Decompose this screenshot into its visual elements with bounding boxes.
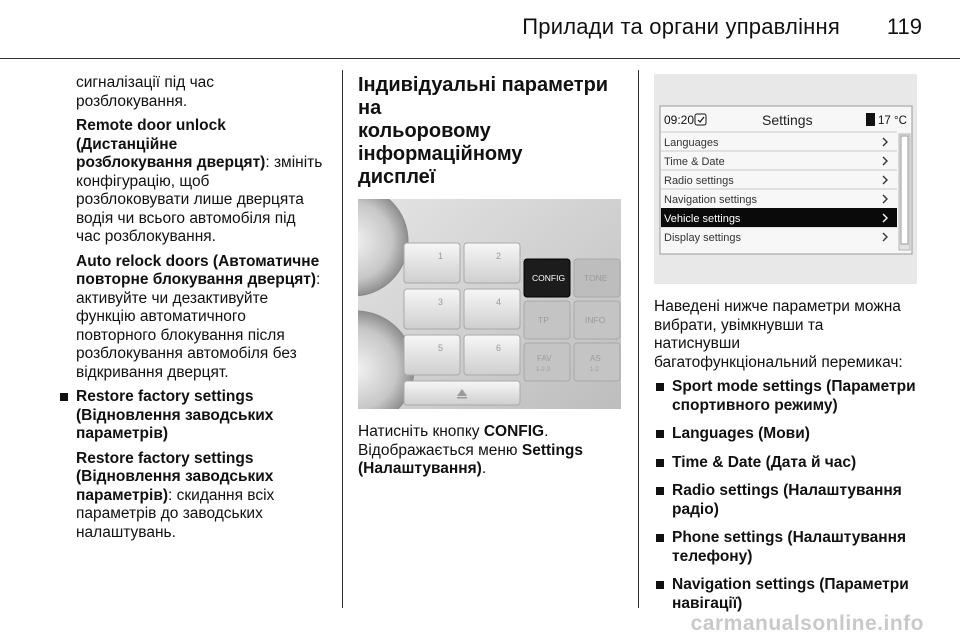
photo-caption: Натисніть кнопку CONFIG. Відображається меню Settings (Налаштування).: [358, 423, 584, 477]
restore-detail-paragraph: Restore factory settings (Відновлення заводських параметрів): скидання всіх параметрів до заводських налаштувань.: [76, 449, 275, 541]
auto-relock-paragraph: Auto relock doors (Автоматичне повторне блокування дверцят): активуйте чи дезактивуйте функцію автоматичного повторного блокування після розблокування автомобіля без відкривання дверцят.: [76, 252, 321, 381]
preset-button-1: [404, 243, 460, 283]
column-divider-left: [342, 70, 343, 608]
btn-label-tone: TONE: [584, 273, 608, 283]
thermometer-icon: [866, 113, 875, 126]
watermark-url: carmanualsonline.info: [690, 612, 924, 635]
settings-screen-image: [654, 74, 917, 284]
bullet-radio: Radio settings (Налаштування радіо): [654, 482, 924, 519]
page-header-title: Прилади та органи управління: [522, 14, 840, 39]
btn-label-info: INFO: [585, 315, 606, 325]
btn-label-1: 1: [438, 251, 444, 261]
btn-label-5: 5: [438, 343, 444, 353]
page-number: 119: [886, 14, 922, 39]
screen-title: Settings: [762, 112, 813, 128]
middle-column: [358, 74, 624, 485]
preset-button-2: [464, 243, 520, 283]
restore-bullet: Restore factory settings (Відновлення заводських параметрів): [58, 388, 328, 444]
remote-unlock-paragraph: Remote door unlock (Дистанційне розблокування дверцят): змініть конфігурацію, щоб розблоковувати лише дверцята водія чи всього автомобіля під час розблокування.: [76, 117, 323, 245]
preset-button-4: [464, 289, 520, 329]
bullet-square-icon: [656, 487, 664, 495]
clock-face-icon: [695, 114, 706, 125]
screen-item-radio: Radio settings: [664, 175, 734, 187]
bullet-time-date: Time & Date (Дата й час): [654, 454, 924, 473]
intro-paragraph: Наведені нижче параметри можна вибрати, увімкнувши та натиснувши багатофункціональний перемикач:: [654, 298, 903, 371]
bullet-languages: Languages (Мови): [654, 425, 924, 444]
screen-item-time-date: Time & Date: [664, 156, 725, 168]
btn-label-fav: FAV: [537, 354, 552, 363]
bullet-square-icon: [656, 383, 664, 391]
bullet-phone: Phone settings (Налаштування телефону): [654, 529, 924, 566]
btn-label-fav-sub: 1-2-3: [536, 367, 551, 373]
bullet-navigation: Navigation settings (Параметри навігації): [654, 576, 924, 613]
btn-label-2: 2: [496, 251, 502, 261]
btn-label-config: CONFIG: [532, 273, 566, 283]
header-rule: [0, 58, 960, 59]
remote-unlock-title: Remote door unlock (Дистанційне розблокування дверцят): [76, 117, 266, 171]
preset-button-5: [404, 335, 460, 375]
right-column: [654, 74, 924, 619]
screen-time: 09:20: [664, 113, 695, 127]
bullet-sport-mode: Sport mode settings (Параметри спортивного режиму): [654, 378, 924, 415]
section-heading: Індивідуальні параметри на кольоровому інформаційному дисплеї: [358, 74, 609, 188]
bullet-square-icon: [60, 393, 68, 401]
preset-button-6: [464, 335, 520, 375]
intro-text: сигналізації під час розблокування.: [76, 74, 215, 110]
preset-button-3: [404, 289, 460, 329]
btn-label-6: 6: [496, 343, 502, 353]
btn-label-tp: TP: [538, 315, 549, 325]
screen-temperature: 17 °C: [878, 115, 907, 127]
restore-detail-title: Restore factory settings (Відновлення заводських параметрів): [76, 449, 274, 504]
screen-item-display: Display settings: [664, 232, 742, 244]
btn-label-as-sub: 1-2: [590, 367, 599, 373]
bullet-square-icon: [656, 459, 664, 467]
bullet-square-icon: [656, 581, 664, 589]
bullet-square-icon: [656, 430, 664, 438]
screen-item-languages: Languages: [664, 137, 719, 149]
auto-relock-title: Auto relock doors (Автоматичне повторне блокування дверцят): [76, 252, 320, 288]
screen-item-vehicle: Vehicle settings: [664, 213, 741, 225]
bullet-square-icon: [656, 534, 664, 542]
left-column: [58, 74, 328, 548]
btn-label-as: AS: [590, 354, 601, 363]
btn-label-3: 3: [438, 297, 444, 307]
column-divider-right: [638, 70, 639, 608]
scrollbar-thumb: [901, 136, 908, 244]
screen-item-navigation: Navigation settings: [664, 194, 757, 206]
btn-label-4: 4: [496, 297, 502, 307]
control-panel-photo: [358, 199, 621, 409]
